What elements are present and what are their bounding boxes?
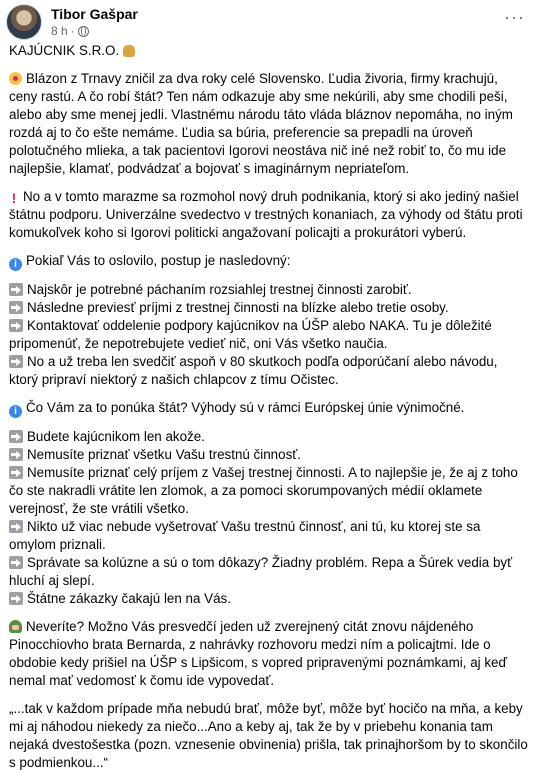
list-item: Budete kajúcnikom len akože.	[9, 428, 529, 446]
globe-icon[interactable]	[78, 26, 89, 37]
business-paragraph: ! No a v tomto marazme sa rozmohol nový druh podnikania, ktorý si ako jediný našiel štátnu podporu. Univerzálne svedectvo v trestných konaniach, za výhody od štátu proti komukoľvek koho si Igorovi politicki angažovaní policajti a prokurátori vyberú.	[9, 189, 523, 240]
right-arrow-icon	[9, 592, 23, 605]
right-arrow-icon	[9, 319, 23, 332]
list-item: Štátne zákazky čakajú len na Vás.	[9, 590, 529, 608]
post-time-row	[51, 23, 138, 39]
list-item: Nemusíte priznať celý príjem z Vašej trestnej činnosti. A to najlepšie je, že aj z toho čo ste nakradli vrátite len zlomok, a za pomoci skorumpovaných médií oklamete verejnosť, že ste vrátili všetko.	[9, 465, 518, 516]
closing-paragraph: Neveríte? Možno Vás presvedčí jeden už zverejnený citát znovu nájdeného Pinocchiovho brata Bernarda, z nahrávky rozhovoru medzi ním a policajtmi. Ide o obdobie kedy prišiel na ÚŠP s Lipšicom, s vopred pripravenými poznámkami, aj keď nemal mať vedomosť k čomu ide vypovedať.	[9, 619, 507, 688]
post-meta	[51, 5, 138, 39]
right-arrow-icon	[9, 283, 23, 296]
list-item: Kontaktovať oddelenie podpory kajúcnikov na ÚŠP alebo NAKA. Tu je dôležité pripomenúť, že nepotrebujete vedieť nič, oni Vás všetko naučia.	[9, 318, 492, 351]
right-arrow-icon	[9, 301, 23, 314]
avatar[interactable]	[6, 4, 42, 40]
quote-paragraph: „...tak v každom prípade mňa nebudú brať, môže byť, môže byť hocičo na mňa, a keby mi aj náhodou niekedy za niečo...Ano a keby aj, tak že by v priebehu konania tam nejaká dvestošestka (pozn. vznesenie obvinenia) prišla, tak prinajhoršom by to skončilo s podmienkou...“	[9, 701, 528, 770]
more-options-icon[interactable]: ···	[504, 7, 525, 27]
list-item: Nemusíte priznať všetku Vašu trestnú činnosť.	[9, 446, 529, 464]
post-header	[6, 4, 138, 40]
post-timestamp[interactable]: 8 h	[51, 24, 68, 38]
right-arrow-icon	[9, 355, 23, 368]
post-body	[9, 42, 529, 772]
list-item: Správate sa kolúzne a sú o tom dôkazy? Žiadny problém. Repa a Šúrek vedia byť hluchí aj slepí.	[9, 555, 513, 588]
benefits-heading: i Čo Vám za to ponúka štát? Výhody sú v rámci Európskej únie výnimočné.	[9, 399, 529, 418]
right-arrow-icon	[9, 556, 23, 569]
list-item: Následne previesť príjmi z trestnej činnosti na blízke alebo tretie osoby.	[9, 299, 529, 317]
post-title: KAJÚCNIK S.R.O.	[9, 42, 529, 60]
money-bag-icon	[123, 45, 135, 57]
exclamation-icon: !	[11, 190, 17, 206]
steps-heading: i Pokiaľ Vás to oslovilo, postup je nasledovný:	[9, 252, 529, 271]
list-item: Najskôr je potrebné páchaním rozsiahlej trestnej činnosti zarobiť.	[9, 281, 529, 299]
separator-dot: ·	[70, 24, 75, 38]
right-arrow-icon	[9, 448, 23, 461]
information-icon: i	[9, 405, 22, 418]
right-arrow-icon	[9, 430, 23, 443]
right-arrow-icon	[9, 466, 23, 479]
clown-face-icon	[9, 72, 22, 85]
author-name[interactable]: Tibor Gašpar	[51, 6, 138, 22]
list-item: No a už treba len svedčiť aspoň v 80 skutkoch podľa odporúčaní alebo návodu, ktorý pripraví niektorý z našich chlapcov z tímu Očistec.	[9, 354, 498, 387]
list-item: Nikto už viac nebude vyšetrovať Vašu trestnú činnosť, ani tú, ku ktorej ste sa omylom priznali.	[9, 519, 481, 552]
right-arrow-icon	[9, 520, 23, 533]
detective-icon	[9, 620, 22, 633]
information-icon: i	[9, 258, 22, 271]
intro-paragraph: Blázon z Trnavy zničil za dva roky celé Slovensko. Ľudia živoria, firmy krachujú, ceny rastú. A čo robí štát? Ten nám odkazuje aby sme nekúrili, aby sme chodili peši, alebo aby sme menej jedli. Vlastnému národu táto vláda bláznov nepomáha, no iným rozdá aj to čo ešte nemáme. Ľudia sa búria, preferencie sa prepadli na úroveň polotučného mlieka, a tak pacientovi Igorovi neostáva nič iné než robiť to, čo mu ide najlepšie, klamať, podvádzať a bojovať s imaginárnym nepriateľom.	[9, 71, 513, 176]
